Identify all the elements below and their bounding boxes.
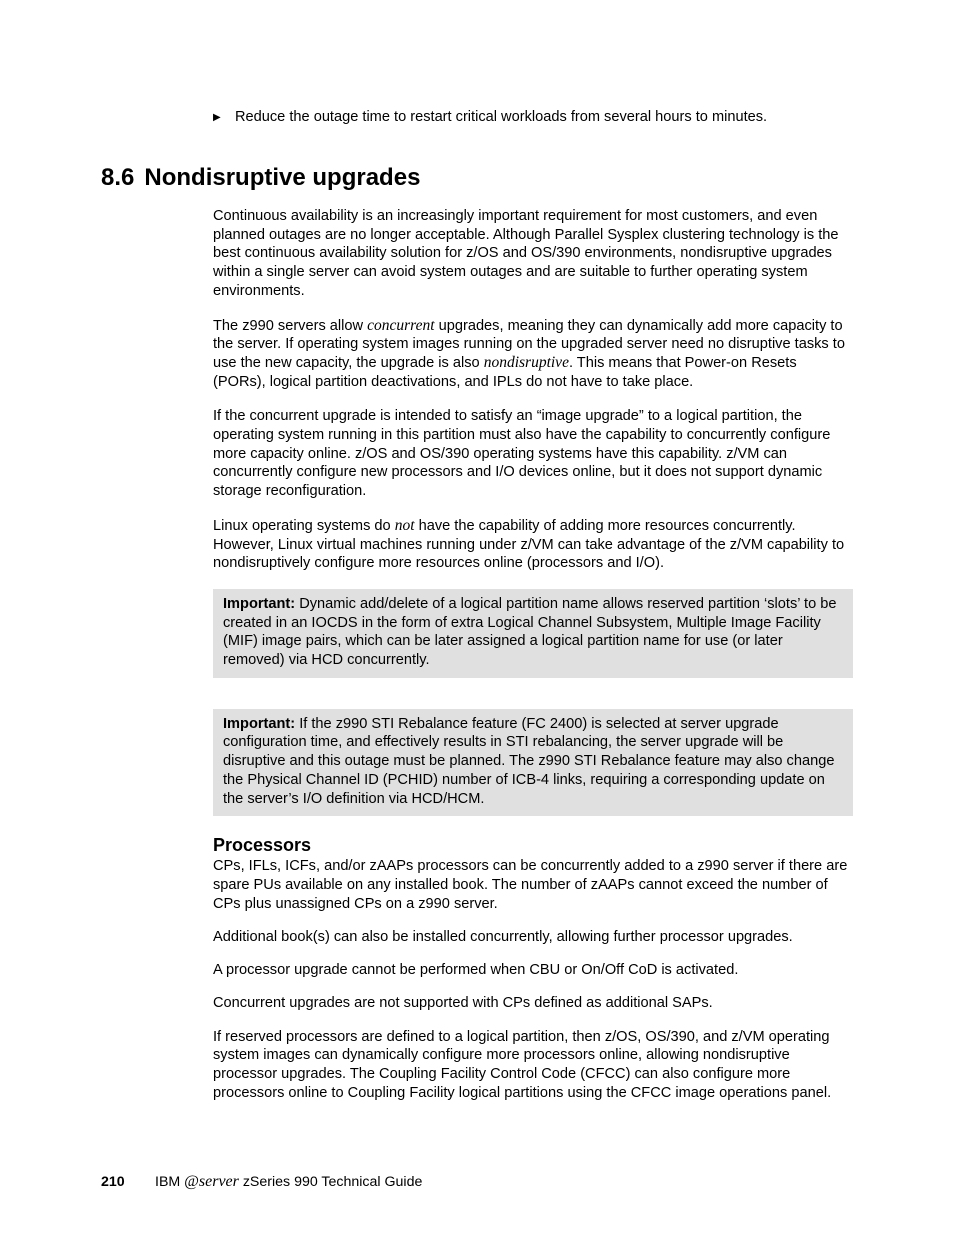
paragraph-image-upgrade: If the concurrent upgrade is intended to satisfy an “image upgrade” to a logical partition, the operating system running in this partition must also have the capability to concurrently configure more capacity online. z/OS and OS/390 operating systems have this capability. z/VM can concurrently configure new processors and I/O devices online, but it does not support dynamic storage reconfiguration. bbox=[213, 408, 831, 500]
paragraph-processors-add: CPs, IFLs, ICFs, and/or zAAPs processors can be concurrently added to a z990 server if there are spare PUs available on any installed book. The number of zAAPs cannot exceed the number of CPs plus unassigned CPs on a z990 server. bbox=[213, 858, 848, 912]
emphasis-not: not bbox=[394, 516, 415, 534]
paragraph-text: . This means that Power-on Resets (PORs), logical partition deactivations, and IPLs do not have to take place. bbox=[213, 354, 797, 390]
paragraph-concurrent bbox=[213, 317, 853, 392]
bullet-item bbox=[213, 108, 853, 127]
page-number: 210 bbox=[101, 1174, 125, 1190]
paragraph-text: Linux operating systems do bbox=[213, 517, 395, 534]
note-label: Important: bbox=[223, 715, 296, 732]
important-note-sti-rebalance bbox=[213, 709, 853, 817]
paragraph-text: The z990 servers allow bbox=[213, 317, 368, 334]
subheading-processors: Processors bbox=[213, 835, 312, 856]
paragraph-availability: Continuous availability is an increasingly important requirement for most customers, and even planned outages are no longer acceptable. Although Parallel Sysplex clustering technology is the best continuous availability solution for z/OS and OS/390 environments, nondisruptive upgrades within a single server can avoid system outages and are suitable to further operating system environments. bbox=[213, 208, 839, 299]
footer-brand: IBM bbox=[155, 1174, 185, 1190]
paragraph-books: Additional book(s) can also be installed concurrently, allowing further processor upgrades. bbox=[213, 928, 793, 945]
note-text: If the z990 STI Rebalance feature (FC 2400) is selected at server upgrade configuration time, and effectively results in STI rebalancing, the server upgrade will be disruptive and this outage must be planned. The z990 STI Rebalance feature may also change the Physical Channel ID (PCHID) number of ICB-4 links, requiring a corresponding update on the server’s I/O definition via HCD/HCM. bbox=[223, 715, 835, 807]
section-body bbox=[213, 207, 853, 1117]
emphasis-nondisruptive: nondisruptive bbox=[483, 353, 569, 371]
note-text: Dynamic add/delete of a logical partition name allows reserved partition ‘slots’ to be created in an IOCDS in the form of extra Logical Channel Subsystem, Multiple Image Facility (MIF) image pairs, which can be later assigned a logical partition name for use (or later removed) via HCD concurrently. bbox=[223, 595, 837, 669]
important-note-partition bbox=[213, 589, 853, 678]
footer-title: zSeries 990 Technical Guide bbox=[238, 1174, 423, 1190]
emphasis-concurrent: concurrent bbox=[367, 316, 435, 334]
paragraph-cbu: A processor upgrade cannot be performed when CBU or On/Off CoD is activated. bbox=[213, 962, 739, 979]
paragraph-text: upgrades, meaning they can dynamically add more capacity to the server. If operating system images running on the upgraded server need no disruptive tasks to use the new capacity, the upgrade is also bbox=[213, 317, 845, 371]
triangle-bullet-icon: ▶ bbox=[213, 112, 221, 123]
paragraph-linux bbox=[213, 517, 853, 573]
paragraph-text: have the capability of adding more resources concurrently. However, Linux virtual machines running under z/VM can take advantage of the z/VM capability to nondisruptively configure more resources online (processors and I/O). bbox=[213, 517, 845, 572]
section-heading bbox=[101, 163, 420, 193]
eserver-logo: @server bbox=[184, 1173, 239, 1190]
note-label: Important: bbox=[223, 595, 296, 612]
bullet-text: Reduce the outage time to restart critical workloads from several hours to minutes. bbox=[235, 109, 768, 125]
section-number: 8.6 bbox=[101, 164, 135, 191]
paragraph-saps: Concurrent upgrades are not supported with CPs defined as additional SAPs. bbox=[213, 995, 713, 1012]
section-title: Nondisruptive upgrades bbox=[144, 164, 421, 191]
page-footer bbox=[101, 1173, 422, 1191]
paragraph-reserved-processors: If reserved processors are defined to a logical partition, then z/OS, OS/390, and z/VM operating system images can dynamically configure more processors online, allowing nondisruptive processor upgrades. The Coupling Facility Control Code (CFCC) can also configure more processors online to Coupling Facility logical partitions using the CFCC image operations panel. bbox=[213, 1028, 832, 1101]
